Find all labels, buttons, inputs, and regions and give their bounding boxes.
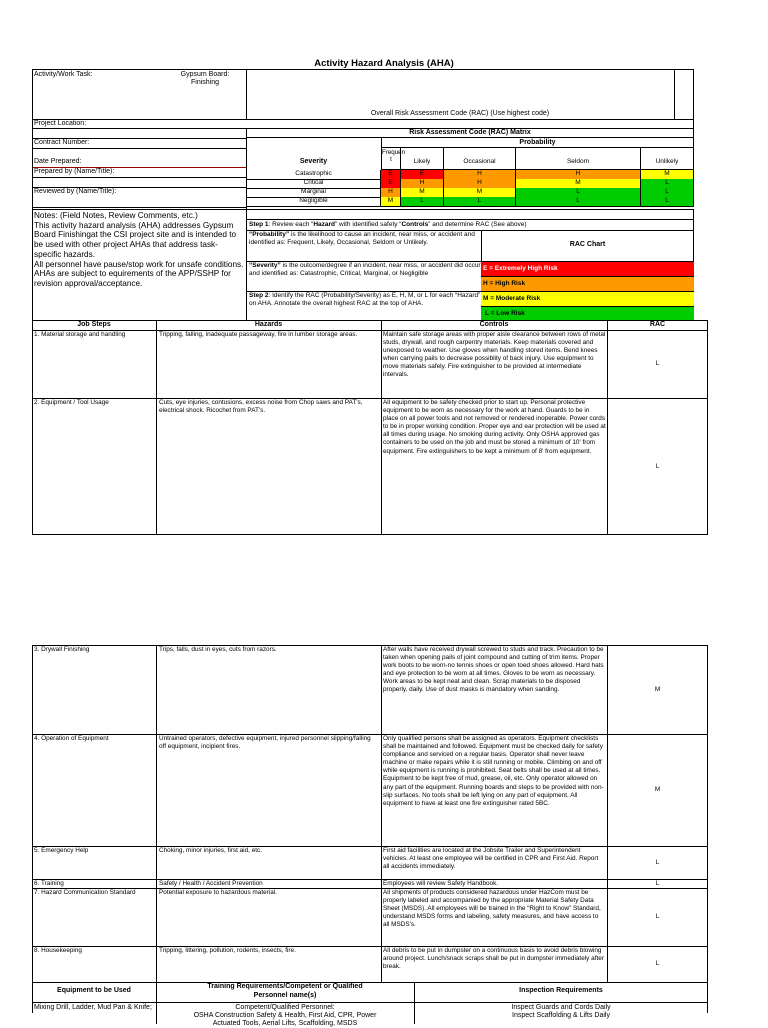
col-header-controls: Controls bbox=[479, 321, 509, 328]
date-prepared-label: Date Prepared: bbox=[34, 158, 82, 165]
prob-col-unlikely: Unlikely bbox=[641, 147, 694, 170]
job-step-cell: 5. Emergency Help bbox=[34, 847, 89, 854]
rac-matrix-cell: H bbox=[444, 179, 516, 189]
job-step-cell: 2. Equipment / Tool Usage bbox=[34, 399, 109, 406]
rac-cell: M bbox=[654, 786, 661, 793]
inspection-value: Inspect Guards and Cords Daily Inspect Scaffolding & Lifts Daily bbox=[511, 1004, 611, 1019]
reviewed-by-label: Reviewed by (Name/Title): bbox=[34, 188, 117, 195]
rac-matrix-cell: H bbox=[401, 179, 444, 189]
hazard-cell: Choking, minor injuries, first aid, etc. bbox=[159, 847, 262, 854]
severity-label: Severity bbox=[299, 158, 328, 165]
rac-matrix-cell: H bbox=[516, 170, 641, 180]
prob-col-likely: Likely bbox=[401, 147, 444, 170]
rac-matrix-cell: M bbox=[516, 179, 641, 189]
col-header-job-steps: Job Steps bbox=[77, 321, 111, 328]
probability-label: Probability bbox=[519, 139, 556, 146]
equipment-header: Equipment to be Used bbox=[57, 987, 131, 994]
rac-matrix-cell: M bbox=[381, 197, 401, 207]
training-header: Training Requirements/Competent or Qualified Personnel name(s) bbox=[207, 983, 365, 999]
col-header-hazards: Hazards bbox=[254, 321, 283, 328]
hazard-cell: Tripping, falling, inadequate passageway, fire in lumber storage areas. bbox=[159, 331, 358, 338]
page-title: Activity Hazard Analysis (AHA) bbox=[314, 58, 454, 69]
prob-col-occasional: Occasional bbox=[444, 147, 516, 170]
rac-matrix-cell: L bbox=[516, 188, 641, 198]
control-cell: All shipments of products considered hazardous under HazCom must be properly labeled and accompanied by the appropriate Material Safety Data Sheet (MSDS). All employees will be trained in the “Right to Know” Standard, understand MSDS forms and labeling, safety measures, and have access to all MSDS's. bbox=[383, 889, 601, 929]
equipment-value: Mixing Drill, Ladder, Mud Pan & Knife; bbox=[34, 1004, 152, 1011]
project-location-label: Project Location: bbox=[34, 120, 87, 127]
rac-chart-extreme: E = Extremely High Risk bbox=[481, 261, 694, 276]
rac-cell: L bbox=[655, 360, 660, 367]
rac-matrix-cell: L bbox=[641, 179, 694, 189]
control-cell: First aid facilities are located at the Jobsite Trailer and Superintendent vehicles. At least one employee will be certified in CPR and First Aid. Report all accidents immediately. bbox=[383, 847, 599, 871]
job-step-cell: 7. Hazard Communication Standard bbox=[34, 889, 136, 896]
rac-cell: L bbox=[655, 463, 660, 470]
step2-text: Step 2: Identify the RAC (Probability/Severity) as E, H, M, or L for each “Hazard” on AHA. Annotate the overall highest RAC at the top of AHA. bbox=[249, 292, 481, 308]
notes-text: Notes: (Field Notes, Review Comments, etc.) This activity hazard analysis (AHA) addresses Gypsum Board Finishingat the CSI project site and is intended to be used with other project AHAs that address task-specific hazards. All personnel have pause/stop work for unsafe conditions. AHAs are subject to equirements of the APP/SSHP for revision approval/acceptance. bbox=[34, 211, 244, 288]
control-cell: After walls have received drywall screwed to studs and track. Precaution to be taken when opening pails of joint compound and cutting of trim items. Proper work boots to be worn-no tennis shoes or open toed shoes allowed. Hard hats and eye protection to be worn at all times. Gloves to be worn as necessary. Work areas to be kept neat and clean. Scrap materials to be disposed properly, daily. Use of dust masks is mandatory when sanding. bbox=[383, 646, 604, 694]
rac-chart-title: RAC Chart bbox=[569, 241, 606, 248]
rac-cell: L bbox=[655, 880, 660, 887]
activity-label: Activity/Work Task: bbox=[34, 71, 93, 78]
rac-matrix-cell: E bbox=[381, 179, 401, 189]
rac-matrix-cell: H bbox=[381, 188, 401, 198]
control-cell: Only qualified persons shall be assigned as operators. Equipment checklists shall be maintained and followed. Equipment must be checked daily for safety compliance and serviced on a regular basis. Operator shall never leave machine or make repairs while it is still running or mobile. Climbing on and off while equipment is running is prohibited. Seat belts shall be used at all times. Equipment to be kept free of mud, grease, oil, etc. Only operator allowed on any part of the equipment. Running boards and steps to be provided with non-slip surfaces. No tools shall be left lying on any part of equipment. All equipment to have at least one fire extinguisher rated 5BC. bbox=[383, 735, 604, 807]
rac-cell: M bbox=[654, 686, 661, 693]
rac-chart-moderate: M = Moderate Risk bbox=[481, 291, 694, 306]
severity-row-label: Critical bbox=[246, 179, 381, 189]
rac-cell: L bbox=[655, 960, 660, 967]
rac-cell: L bbox=[655, 913, 660, 920]
control-cell: Employees will review Safety Handbook. bbox=[383, 880, 499, 887]
rac-matrix-cell: L bbox=[641, 197, 694, 207]
rac-matrix-cell: L bbox=[641, 188, 694, 198]
job-step-cell: 8. Housekeeping bbox=[34, 947, 82, 954]
rac-matrix-cell: M bbox=[401, 188, 444, 198]
control-cell: All equipment to be safety checked prior to start up. Personal protective equipment to be worn as necessary for the work at hand. Guards to be in place on all power tools and not removed or rendered inoperable. Power cords to be in proper working condition. Proper eye and ear protection will be used at all times during usage. No smoking during activity. Only OSHA approved gas containers to be used on the job and must be stored a minimum of 10' from equipment. Fire extinguishers to be kept a minimum of 8' from equipment. bbox=[383, 399, 606, 455]
hazard-cell: Potential exposure to hazardous material. bbox=[159, 889, 277, 896]
prepared-by-label: Prepared by (Name/Title): bbox=[34, 168, 115, 175]
hazard-cell: Tripping, littering, pollution, rodents, insects, fire. bbox=[159, 947, 296, 954]
rac-matrix-cell: E bbox=[401, 170, 444, 180]
hazard-cell: Cuts, eye injuries, contusions, excess noise from Chop saws and PAT's, electrical shock. Ricochet from PAT's. bbox=[159, 399, 363, 415]
rac-matrix-cell: L bbox=[516, 197, 641, 207]
control-cell: All debris to be put in dumpster on a continuous basis to avoid debris blowing around project. Lunch/snack scraps shall be put in dumpster immediately after break. bbox=[383, 947, 604, 971]
probability-definition: “Probability” is the likelihood to cause an incident, near miss, or accident and identified as: Frequent, Likely, Occasional, Seldom or Unlikely. bbox=[249, 231, 475, 247]
rac-matrix-cell: L bbox=[401, 197, 444, 207]
rac-matrix-cell: M bbox=[641, 170, 694, 180]
matrix-title: Risk Assessment Code (RAC) Matrix bbox=[409, 129, 531, 136]
severity-row-label: Negligible bbox=[246, 197, 381, 207]
overall-rac-label: Overall Risk Assessment Code (RAC) (Use highest code) bbox=[370, 110, 550, 117]
job-step-cell: 4. Operation of Equipment bbox=[34, 735, 109, 742]
contract-number-label: Contract Number: bbox=[34, 139, 90, 146]
inspection-header: Inspection Requirements bbox=[519, 987, 603, 994]
prob-col-seldom: Seldom bbox=[516, 147, 641, 170]
hazard-cell: Untrained operators, defective equipment, injured personnel slipping/falling off equipment, incipient fires. bbox=[159, 735, 371, 751]
col-header-rac: RAC bbox=[649, 321, 666, 328]
job-step-cell: 6. Training bbox=[34, 880, 64, 887]
activity-value: Gypsum Board: Finishing bbox=[180, 71, 230, 87]
rac-chart-high: H = High Risk bbox=[481, 276, 694, 291]
rac-chart-low: L = Low Risk bbox=[481, 306, 694, 321]
severity-definition: “Severity” is the outcome/degree if an incident, near miss, or accident did occur and identified as: Catastrophic, Critical, Marginal, or Negligible bbox=[249, 262, 481, 278]
training-value: Competent/Qualified Personnel: OSHA Construction Safety & Health, First Aid, CPR, Power Actuated Tools, Aerial Lifts, Scaffolding, MSDS bbox=[193, 1004, 377, 1027]
job-step-cell: 3. Drywall Finishing bbox=[34, 646, 90, 653]
hazard-cell: Trips, falls, dust in eyes, cuts from razors. bbox=[159, 646, 277, 653]
severity-row-label: Marginal bbox=[246, 188, 381, 198]
rac-matrix-cell: H bbox=[444, 170, 516, 180]
rac-cell: L bbox=[655, 859, 660, 866]
control-cell: Maintain safe storage areas with proper aisle clearance between rows of metal studs, drywall, and rough carpentry materials. Keep materials covered and unexposed to weather. Use gloves when handling stored items. Bend knees when carrying pails to decrease possiblity of back injury. Use equipment to move materials safely. Fire extinguisher to be provided at intermediate intervals. bbox=[383, 331, 606, 379]
step1-text: Step 1: Review each “Hazard” with identified safety “Controls” and determine RAC (See above) bbox=[249, 221, 527, 228]
severity-row-label: Catastrophic bbox=[246, 170, 381, 180]
hazard-cell: Safety / Health / Accident Prevention bbox=[159, 880, 263, 887]
rac-matrix-cell: L bbox=[444, 197, 516, 207]
job-step-cell: 1. Material storage and handling bbox=[34, 331, 126, 338]
prob-col-frequent: Frequen t bbox=[381, 147, 401, 170]
rac-matrix-cell: E bbox=[381, 170, 401, 180]
rac-matrix-cell: M bbox=[444, 188, 516, 198]
